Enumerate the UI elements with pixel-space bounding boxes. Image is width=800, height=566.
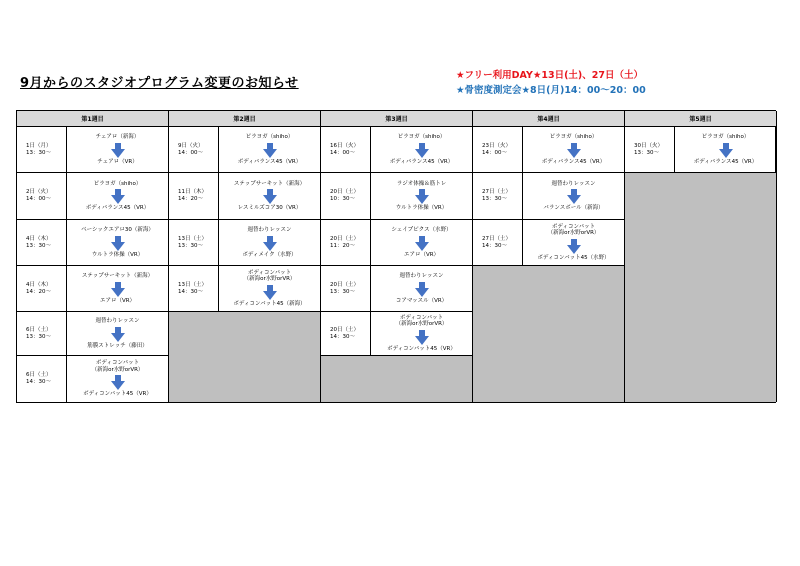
bone-density-notice: ★骨密度測定会★8日(月)14：00～20：00 <box>456 85 646 96</box>
entry-date-time <box>321 173 371 219</box>
new-program: ボディバランス45（VR） <box>389 158 454 165</box>
schedule-entry <box>321 220 473 266</box>
program-change <box>371 220 472 265</box>
entry-time: 14：20～ <box>178 196 203 202</box>
entry-date: 9日（火） <box>178 142 204 149</box>
old-program: ピラヨガ（shiho） <box>549 134 598 140</box>
down-arrow-icon <box>263 291 277 300</box>
entry-time: 13：30～ <box>482 196 507 202</box>
down-arrow-icon <box>111 288 125 297</box>
program-change <box>523 173 624 219</box>
schedule-entry <box>169 173 321 220</box>
entry-date: 20日（土） <box>330 326 359 333</box>
new-program: ボディバランス45（VR） <box>693 158 758 165</box>
schedule-entry <box>17 173 169 220</box>
program-change <box>67 173 168 219</box>
entry-date-time <box>169 173 219 219</box>
schedule-entry <box>17 127 169 173</box>
program-change <box>67 356 168 402</box>
entry-date: 4日（木） <box>26 235 52 242</box>
program-change <box>371 127 472 172</box>
schedule-entry <box>473 127 625 173</box>
new-program: ボディメイク（水野） <box>242 251 297 258</box>
down-arrow-icon <box>415 288 429 297</box>
entry-date-time <box>17 356 67 402</box>
entry-time: 13：30～ <box>26 333 51 340</box>
new-program: レスミルズコア30（VR） <box>237 205 302 211</box>
week-header: 第3週目 <box>321 111 473 127</box>
entry-date: 27日（土） <box>482 189 511 195</box>
entry-date: 27日（土） <box>482 235 511 242</box>
old-program: ボディコンバット （新海or水野orVR） <box>547 223 600 237</box>
old-program: ボディコンバット （新海or水野orVR） <box>243 269 296 283</box>
program-change <box>219 127 320 172</box>
down-arrow-icon <box>415 195 429 204</box>
old-program: ステップサーキット（新海） <box>81 273 154 279</box>
entry-date: 1日（月） <box>26 142 52 149</box>
new-program: ウルトラ体操（VR） <box>395 205 448 211</box>
entry-date: 16日（火） <box>330 142 359 149</box>
entry-date-time <box>17 312 67 355</box>
entry-time: 14：00～ <box>482 149 507 156</box>
new-program: ボディコンバット45（VR） <box>387 345 456 352</box>
week-header: 第2週目 <box>169 111 321 127</box>
down-arrow-icon <box>415 336 429 345</box>
entry-date-time <box>17 220 67 265</box>
week-header: 第4週目 <box>473 111 625 127</box>
entry-date-time <box>321 312 371 355</box>
entry-date: 4日（木） <box>26 281 52 288</box>
new-program: エアロ（VR） <box>99 297 136 304</box>
entry-time: 13：30～ <box>330 288 355 295</box>
entry-date-time <box>17 127 67 172</box>
entry-date-time <box>169 266 219 311</box>
schedule-entry <box>169 266 321 312</box>
entry-date-time <box>17 266 67 311</box>
schedule-entry <box>321 266 473 312</box>
entry-date: 11日（木） <box>178 189 207 195</box>
schedule-entry <box>473 220 625 266</box>
down-arrow-icon <box>567 195 581 204</box>
down-arrow-icon <box>111 195 125 204</box>
old-program: ボディコンバット （新海or水野orVR） <box>395 314 448 328</box>
schedule-entry <box>625 127 777 173</box>
empty-slot <box>321 356 473 402</box>
free-day-notice: ★フリー利用DAY★13日(土)、27日（土） <box>456 70 643 81</box>
entry-time: 11：20～ <box>330 242 355 249</box>
entry-time: 14：20～ <box>26 288 51 295</box>
program-change <box>67 220 168 265</box>
down-arrow-icon <box>415 149 429 158</box>
old-program: チェアロ（新海） <box>95 134 140 140</box>
empty-slot <box>625 173 777 402</box>
entry-date: 20日（土） <box>330 235 359 242</box>
entry-date-time <box>321 220 371 265</box>
week-header: 第1週目 <box>17 111 169 127</box>
old-program: 週替わりレッスン <box>247 227 292 233</box>
entry-time: 14：30～ <box>26 379 51 385</box>
schedule-entry <box>17 266 169 312</box>
new-program: エアロ（VR） <box>403 251 440 258</box>
schedule-entry <box>321 127 473 173</box>
new-program: コアマッスル（VR） <box>395 297 448 304</box>
entry-date: 30日（火） <box>634 142 663 149</box>
empty-slot <box>169 312 321 402</box>
new-program: ウルトラ体操（VR） <box>91 251 144 258</box>
new-program: 筋膜ストレッチ（藤田） <box>87 342 148 349</box>
entry-time: 14：00～ <box>26 196 51 202</box>
schedule-entry <box>169 127 321 173</box>
down-arrow-icon <box>263 195 277 204</box>
old-program: ピラヨガ（shiho） <box>245 134 294 140</box>
down-arrow-icon <box>263 149 277 158</box>
schedule-entry <box>321 312 473 356</box>
entry-time: 14：30～ <box>482 242 507 249</box>
program-change <box>371 173 472 219</box>
new-program: バランスボール（新海） <box>543 205 604 211</box>
entry-date: 20日（土） <box>330 281 359 288</box>
down-arrow-icon <box>111 381 125 390</box>
program-change <box>371 312 472 355</box>
old-program: ピラヨガ（shiho） <box>93 180 142 187</box>
down-arrow-icon <box>567 245 581 254</box>
entry-date: 13日（土） <box>178 281 207 288</box>
entry-time: 10：30～ <box>330 196 355 202</box>
entry-time: 13：30～ <box>26 149 51 156</box>
old-program: ラジオ体操＆筋トレ <box>396 180 447 187</box>
old-program: ピラヨガ（shiho） <box>397 134 446 140</box>
program-change <box>219 173 320 219</box>
program-change <box>523 220 624 265</box>
entry-date: 23日（火） <box>482 142 511 149</box>
down-arrow-icon <box>263 242 277 251</box>
entry-time: 13：30～ <box>26 242 51 249</box>
down-arrow-icon <box>567 149 581 158</box>
entry-date: 20日（土） <box>330 189 359 195</box>
down-arrow-icon <box>415 242 429 251</box>
entry-date: 6日（土） <box>26 326 52 333</box>
new-program: チェアロ（VR） <box>97 158 138 165</box>
new-program: ボディコンバット45（新海） <box>233 300 306 307</box>
old-program: 週替わりレッスン <box>551 180 596 187</box>
schedule-entry <box>17 220 169 266</box>
old-program: ステップサーキット（新海） <box>233 180 306 187</box>
entry-date-time <box>473 127 523 172</box>
down-arrow-icon <box>111 333 125 342</box>
schedule-entry <box>169 220 321 266</box>
entry-time: 13：30～ <box>634 149 659 156</box>
entry-time: 14：30～ <box>178 288 203 295</box>
entry-time: 14：30～ <box>330 333 355 340</box>
schedule-entry <box>17 312 169 356</box>
entry-date-time <box>17 173 67 219</box>
program-change <box>67 266 168 311</box>
entry-date: 2日（火） <box>26 189 52 195</box>
down-arrow-icon <box>111 242 125 251</box>
program-change <box>219 220 320 265</box>
new-program: ボディコンバット45（VR） <box>83 391 152 398</box>
entry-time: 14：00～ <box>330 149 355 156</box>
program-change <box>371 266 472 311</box>
down-arrow-icon <box>111 149 125 158</box>
schedule-entry <box>473 173 625 220</box>
entry-time: 13：30～ <box>178 242 203 249</box>
old-program: 週替わりレッスン <box>399 273 444 279</box>
entry-date-time <box>169 220 219 265</box>
entry-date-time <box>473 173 523 219</box>
schedule-entry <box>321 173 473 220</box>
entry-date-time <box>321 127 371 172</box>
old-program: ボディコンバット （新海or水野orVR） <box>91 360 144 373</box>
program-change <box>523 127 624 172</box>
entry-time: 14：00～ <box>178 149 203 156</box>
entry-date-time <box>625 127 675 172</box>
old-program: シェイプピクス（水野） <box>391 227 452 233</box>
page-title: 9月からのスタジオプログラム変更のお知らせ <box>20 76 299 91</box>
entry-date: 13日（土） <box>178 235 207 242</box>
new-program: ボディコンバット45（水野） <box>537 254 610 261</box>
week-header: 第5週目 <box>625 111 777 127</box>
entry-date-time <box>321 266 371 311</box>
program-change <box>67 127 168 172</box>
new-program: ボディバランス45（VR） <box>237 158 302 165</box>
old-program: ベーシックエアロ30（新海） <box>81 227 154 233</box>
new-program: ボディバランス45（VR） <box>541 158 606 165</box>
program-change <box>675 127 776 172</box>
schedule-entry <box>17 356 169 403</box>
old-program: 週替わりレッスン <box>95 318 140 324</box>
empty-slot <box>473 266 625 402</box>
program-change <box>67 312 168 355</box>
program-change <box>219 266 320 311</box>
entry-date-time <box>473 220 523 265</box>
down-arrow-icon <box>719 149 733 158</box>
entry-date-time <box>169 127 219 172</box>
entry-date: 6日（土） <box>26 372 52 378</box>
schedule-table <box>16 110 776 403</box>
new-program: ボディバランス45（VR） <box>85 205 150 211</box>
old-program: ピラヨガ（shiho） <box>701 134 750 140</box>
